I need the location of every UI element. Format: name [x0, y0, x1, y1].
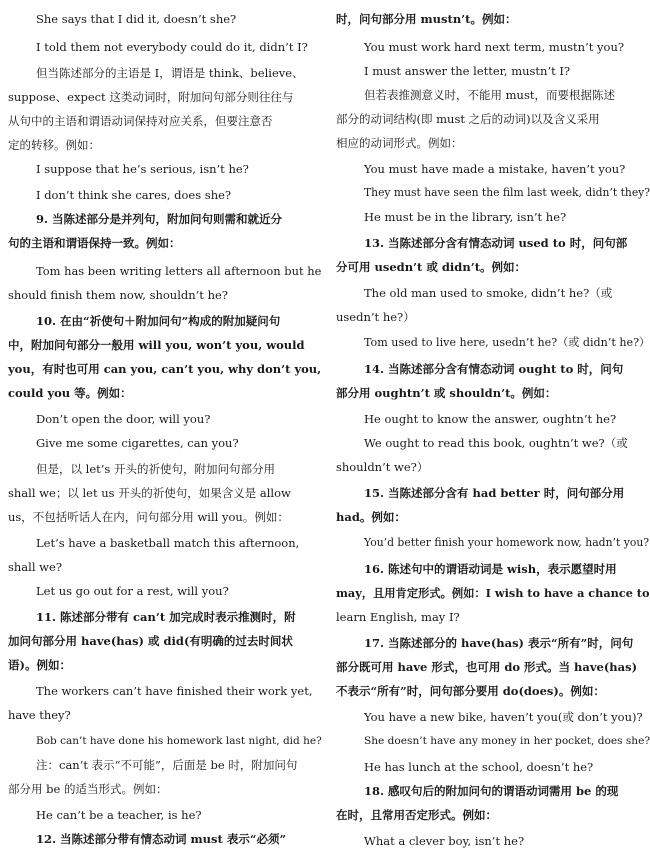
left-column-line: 9. 当陈述部分是并列句，附加问句则需和就近分 — [36, 212, 283, 226]
left-column-line: Don’t open the door, will you? — [36, 412, 211, 426]
left-column-line: 11. 陈述部分带有 can’t 加完成时表示推测时，附 — [36, 610, 296, 624]
left-column-line: shall we；以 let us 开头的祈使句，如果含义是 allow — [8, 486, 291, 500]
left-column-line: Let’s have a basketball match this afternoon, — [36, 536, 300, 550]
left-column-line: 部分用 be 的适当形式。例如： — [8, 782, 168, 796]
right-column-line: 部分既可用 have 形式，也可用 do 形式。当 have(has) — [336, 660, 638, 674]
right-column-line: What a clever boy, isn’t he? — [364, 834, 525, 848]
left-column-line: should finish them now, shouldn’t he? — [8, 288, 228, 302]
left-column-line: 但是，以 let’s 开头的祈使句，附加问句部分用 — [36, 462, 275, 476]
left-column-line: 句的主语和谓语保持一致。例如： — [8, 236, 181, 250]
right-column-line: They must have seen the film last week, didn’t they? — [364, 186, 650, 199]
right-column-line: 17. 当陈述部分的 have(has) 表示“所有”时，问句 — [364, 636, 634, 650]
right-column-line: 18. 感叹句后的附加问句的谓语动词需用 be 的现 — [364, 784, 619, 798]
left-column-line: 12. 当陈述部分带有情态动词 must 表示“必须” — [36, 832, 287, 846]
right-column-line: 但若表推测意义时，不能用 must，而要根据陈述 — [364, 88, 615, 102]
right-column-line: We ought to read this book, oughtn’t we?（或 — [364, 436, 628, 450]
left-column-line: shall we? — [8, 560, 62, 574]
right-column-line: You must work hard next term, mustn’t you? — [364, 40, 625, 54]
right-column-line: 15. 当陈述部分含有 had better 时，问句部分用 — [364, 486, 625, 500]
right-column-line: He must be in the library, isn’t he? — [364, 210, 567, 224]
right-column-line: 13. 当陈述部分含有情态动词 used to 时，问句部 — [364, 236, 628, 250]
right-column-line: He ought to know the answer, oughtn’t he? — [364, 412, 617, 426]
right-column-line: 时，问句部分用 mustn’t。例如： — [336, 12, 517, 26]
right-column-line: Tom used to live here, usedn’t he?（或 didn’t he?） — [364, 336, 650, 349]
right-column-line: 相应的动词形式。例如： — [336, 136, 463, 150]
right-column-line: 部分的动词结构(即 must 之后的动词)以及含义采用 — [336, 112, 600, 126]
left-column-line: Bob can’t have done his homework last night, did he? — [36, 735, 322, 747]
right-column-line: You must have made a mistake, haven’t you? — [364, 162, 626, 176]
left-column-line: I don’t think she cares, does she? — [36, 188, 232, 202]
right-column-line: 部分用 oughtn’t 或 shouldn’t。例如： — [336, 386, 557, 400]
left-column-line: 语)。例如： — [8, 658, 71, 672]
right-column-line: may，且用肯定形式。例如：I wish to have a chance to — [336, 586, 650, 600]
left-column-line: 加问句部分用 have(has) 或 did(有明确的过去时间状 — [8, 634, 293, 648]
left-column-line: 中，附加问句部分一般用 will you, won’t you, would — [8, 338, 305, 352]
left-column-line: 但当陈述部分的主语是 I，谓语是 think、believe、 — [36, 66, 304, 80]
right-column-line: usedn’t he?） — [336, 310, 415, 324]
left-column-line: 10. 在由“祈使句＋附加问句”构成的附加疑问句 — [36, 314, 281, 328]
left-column-line: She says that I did it, doesn’t she? — [36, 12, 237, 26]
right-column-line: learn English, may I? — [336, 610, 460, 624]
left-column-line: I told them not everybody could do it, didn’t I? — [36, 40, 308, 54]
left-column-line: Let us go out for a rest, will you? — [36, 584, 229, 598]
left-column-line: Give me some cigarettes, can you? — [36, 436, 239, 450]
right-column-line: She doesn’t have any money in her pocket, does she? — [364, 735, 650, 747]
right-column-line: 在时，且常用否定形式。例如： — [336, 808, 497, 822]
right-column-line: shouldn’t we?） — [336, 460, 429, 474]
left-column-line: 定的转移。例如： — [8, 138, 100, 152]
left-column-line: you，有时也可用 can you, can’t you, why don’t you, — [8, 362, 322, 376]
left-column-line: He can’t be a teacher, is he? — [36, 808, 202, 822]
left-column-line: 注：can’t 表示“不可能”，后面是 be 时，附加问句 — [36, 758, 298, 772]
left-column-line: could you 等。例如： — [8, 386, 132, 400]
right-column-line: He has lunch at the school, doesn’t he? — [364, 760, 594, 774]
left-column-line: I suppose that he’s serious, isn’t he? — [36, 162, 249, 176]
right-column-line: You have a new bike, haven’t you(或 don’t you)? — [364, 710, 643, 724]
left-column-line: have they? — [8, 708, 71, 722]
right-column-line: You’d better finish your homework now, hadn’t you? — [364, 536, 650, 549]
right-column-line: 16. 陈述句中的谓语动词是 wish，表示愿望时用 — [364, 562, 617, 576]
right-column-line: had。例如： — [336, 510, 406, 524]
left-column-line: 从句中的主语和谓语动词保持对应关系，但要注意否 — [8, 114, 273, 128]
left-column-line: us，不包括听话人在内，问句部分用 will you。例如： — [8, 510, 289, 524]
right-column-line: I must answer the letter, mustn’t I? — [364, 64, 571, 78]
right-column-line: 分可用 usedn’t 或 didn’t。例如： — [336, 260, 527, 274]
right-column-line: The old man used to smoke, didn’t he?（或 — [364, 286, 613, 300]
left-column-line: suppose、expect 这类动词时，附加问句部分则往往与 — [8, 90, 294, 104]
right-column-line: 不表示“所有”时，问句部分要用 do(does)。例如： — [336, 684, 605, 698]
left-column-line: Tom has been writing letters all afternoon but he — [36, 264, 322, 278]
right-column-line: 14. 当陈述部分含有情态动词 ought to 时，问句 — [364, 362, 624, 376]
left-column-line: The workers can’t have finished their work yet, — [36, 684, 313, 698]
